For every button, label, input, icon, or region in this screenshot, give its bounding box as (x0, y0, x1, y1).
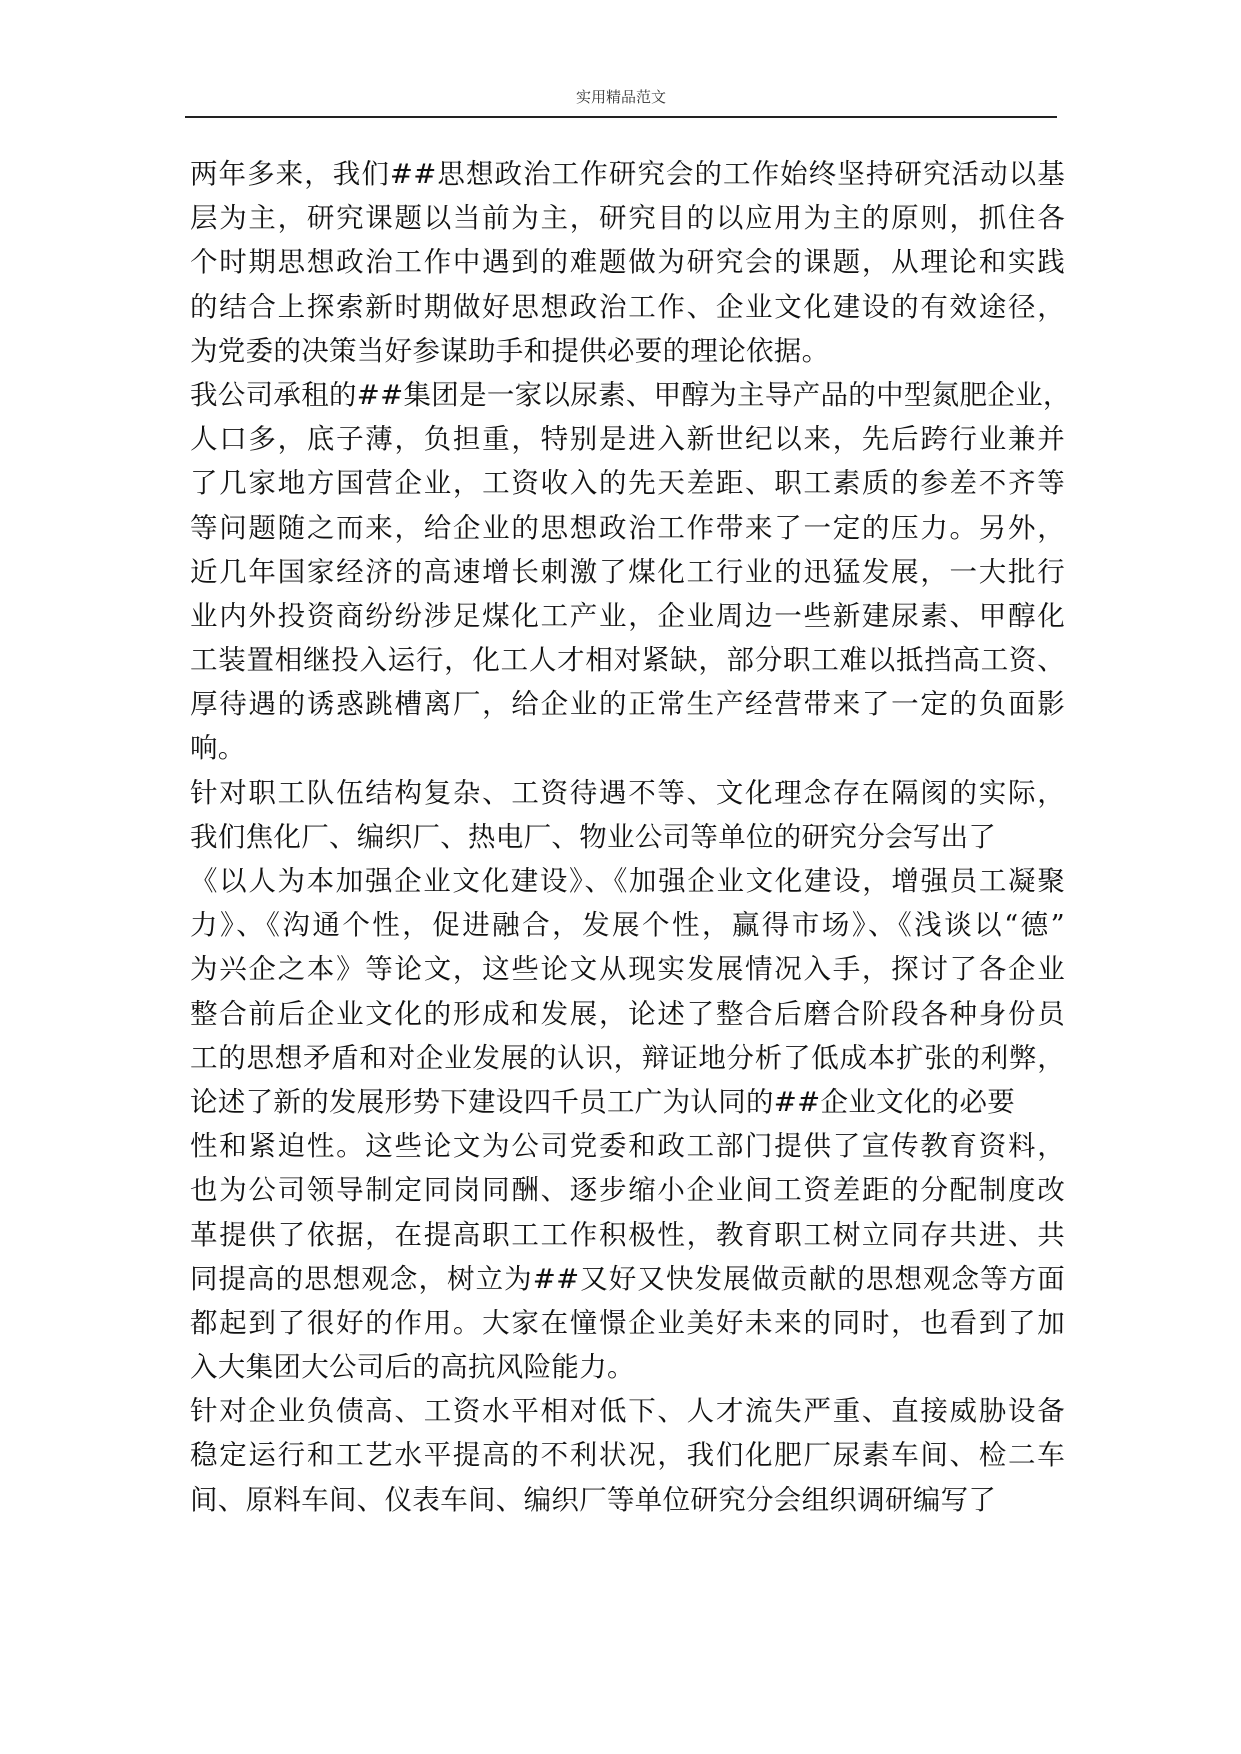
text-line: 等问题随之而来，给企业的思想政治工作带来了一定的压力。另外， (190, 511, 1065, 544)
text-line: 业内外投资商纷纷涉足煤化工产业，企业周边一些新建尿素、甲醇化 (190, 599, 1065, 632)
text-line: 工装置相继投入运行，化工人才相对紧缺，部分职工难以抵挡高工资、 (190, 644, 1065, 677)
text-line: 论述了新的发展形势下建设四千员工广为认同的##企业文化的必要 (190, 1085, 1016, 1118)
text-line: 个时期思想政治工作中遇到的难题做为研究会的课题，从理论和实践 (190, 246, 1065, 279)
text-line: 力》、《沟通个性，促进融合，发展个性，赢得市场》、《浅谈以“德” (190, 909, 1065, 942)
text-line: 我们焦化厂、编织厂、热电厂、物业公司等单位的研究分会写出了 (190, 820, 997, 853)
text-line: 入大集团大公司后的高抗风险能力。 (190, 1351, 635, 1384)
text-line: 人口多，底子薄，负担重，特别是进入新世纪以来，先后跨行业兼并 (190, 423, 1065, 456)
text-line: 都起到了很好的作用。大家在憧憬企业美好未来的同时，也看到了加 (190, 1306, 1065, 1339)
text-line: 为党委的决策当好参谋助手和提供必要的理论依据。 (190, 334, 830, 367)
text-line: 工的思想矛盾和对企业发展的认识，辩证地分析了低成本扩张的利弊， (190, 1041, 1065, 1074)
header-title: 实用精品范文 (575, 88, 666, 106)
text-line: 层为主，研究课题以当前为主，研究目的以应用为主的原则，抓住各 (190, 202, 1065, 235)
text-line: 稳定运行和工艺水平提高的不利状况，我们化肥厂尿素车间、检二车 (190, 1439, 1065, 1472)
document-body (190, 152, 1071, 1522)
text-line: 同提高的思想观念，树立为##又好又快发展做贡献的思想观念等方面 (190, 1262, 1065, 1295)
text-line: 的结合上探索新时期做好思想政治工作、企业文化建设的有效途径， (190, 290, 1065, 323)
text-line: 了几家地方国营企业，工资收入的先天差距、职工素质的参差不齐等 (190, 467, 1065, 500)
text-line: 也为公司领导制定同岗同酬、逐步缩小企业间工资差距的分配制度改 (190, 1174, 1065, 1207)
text-line: 《以人为本加强企业文化建设》、《加强企业文化建设，增强员工凝聚 (190, 865, 1065, 897)
text-line: 整合前后企业文化的形成和发展，论述了整合后磨合阶段各种身份员 (190, 997, 1065, 1030)
text-line: 性和紧迫性。这些论文为公司党委和政工部门提供了宣传教育资料， (190, 1130, 1065, 1163)
text-line: 我公司承租的##集团是一家以尿素、甲醇为主导产品的中型氮肥企业， (190, 378, 1071, 411)
page-header (185, 86, 1057, 118)
text-line: 近几年国家经济的高速增长刺激了煤化工行业的迅猛发展，一大批行 (190, 555, 1065, 588)
text-line: 针对职工队伍结构复杂、工资待遇不等、文化理念存在隔阂的实际， (190, 776, 1065, 809)
text-line: 革提供了依据，在提高职工工作积极性，教育职工树立同存共进、共 (190, 1218, 1065, 1251)
text-line: 针对企业负债高、工资水平相对低下、人才流失严重、直接威胁设备 (190, 1395, 1065, 1428)
text-line: 两年多来，我们##思想政治工作研究会的工作始终坚持研究活动以基 (190, 158, 1065, 190)
text-line: 厚待遇的诱惑跳槽离厂，给企业的正常生产经营带来了一定的负面影 (190, 688, 1065, 721)
text-line: 响。 (190, 732, 246, 765)
text-line: 为兴企之本》等论文，这些论文从现实发展情况入手，探讨了各企业 (190, 953, 1065, 986)
text-line: 间、原料车间、仪表车间、编织厂等单位研究分会组织调研编写了 (190, 1483, 997, 1516)
